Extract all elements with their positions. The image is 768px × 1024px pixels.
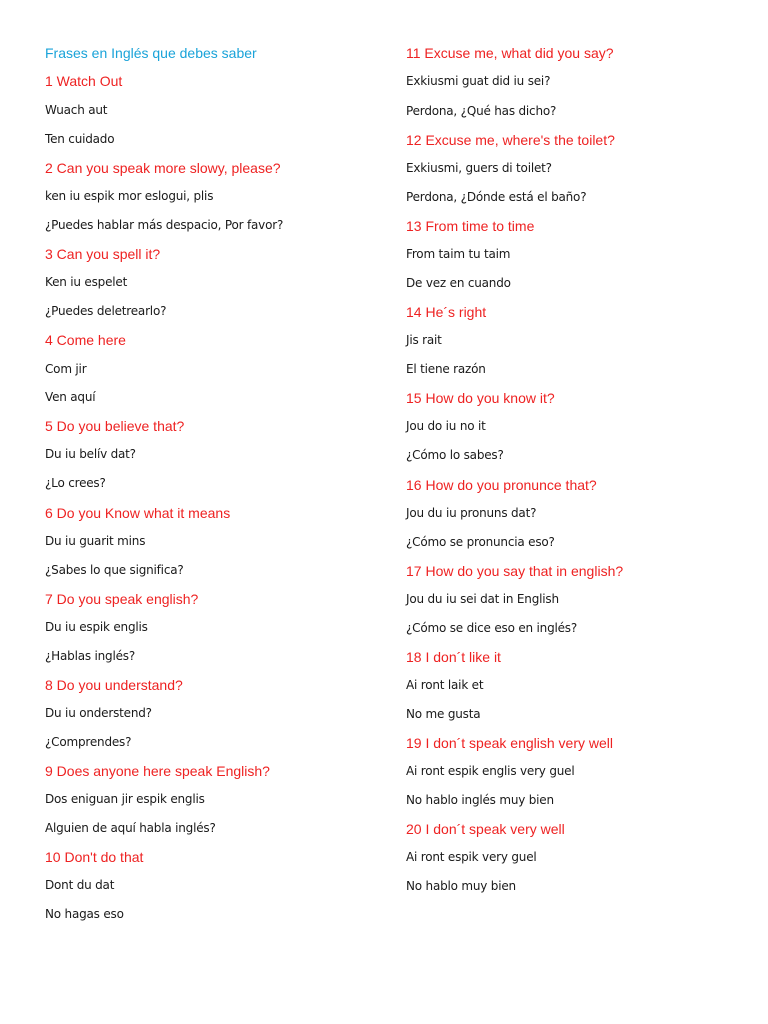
phrase-english: 11 Excuse me, what did you say? bbox=[406, 45, 614, 61]
phrase-pronunciation: Com jir bbox=[45, 362, 87, 376]
phrase-english: 2 Can you speak more slowy, please? bbox=[45, 160, 281, 176]
phrase-english: 1 Watch Out bbox=[45, 73, 123, 89]
phrase-pronunciation: Ai ront espik very guel bbox=[406, 850, 537, 864]
phrase-pronunciation: From taim tu taim bbox=[406, 247, 511, 261]
phrase-pronunciation: Du iu guarit mins bbox=[45, 534, 146, 548]
phrase-translation: No me gusta bbox=[406, 707, 481, 721]
phrase-translation: No hablo inglés muy bien bbox=[406, 793, 554, 807]
phrase-translation: Alguien de aquí habla inglés? bbox=[45, 821, 216, 835]
phrase-english: 7 Do you speak english? bbox=[45, 591, 199, 607]
phrase-pronunciation: Jis rait bbox=[406, 333, 442, 347]
phrase-translation: No hagas eso bbox=[45, 907, 124, 921]
phrase-english: 18 I don´t like it bbox=[406, 649, 501, 665]
phrase-pronunciation: Jou do iu no it bbox=[406, 419, 486, 433]
phrase-translation: De vez en cuando bbox=[406, 276, 511, 290]
phrase-translation: ¿Cómo se pronuncia eso? bbox=[406, 535, 555, 549]
phrase-english: 12 Excuse me, where's the toilet? bbox=[406, 132, 615, 148]
phrase-english: 15 How do you know it? bbox=[406, 390, 555, 406]
phrase-translation: ¿Puedes hablar más despacio, Por favor? bbox=[45, 218, 284, 232]
phrase-translation: ¿Cómo lo sabes? bbox=[406, 448, 504, 462]
phrase-translation: Ven aquí bbox=[45, 390, 96, 404]
phrase-pronunciation: Exkiusmi guat did iu sei? bbox=[406, 74, 551, 88]
phrase-english: 17 How do you say that in english? bbox=[406, 563, 624, 579]
phrase-pronunciation: Ken iu espelet bbox=[45, 275, 128, 289]
document-title: Frases en Inglés que debes saber bbox=[45, 45, 257, 61]
phrase-translation: Perdona, ¿Qué has dicho? bbox=[406, 104, 557, 118]
phrase-pronunciation: Du iu espik englis bbox=[45, 620, 148, 634]
phrase-english: 4 Come here bbox=[45, 332, 126, 348]
phrase-english: 20 I don´t speak very well bbox=[406, 821, 565, 837]
phrase-english: 14 He´s right bbox=[406, 304, 487, 320]
phrase-pronunciation: Jou du iu sei dat in English bbox=[406, 592, 559, 606]
phrase-pronunciation: Jou du iu pronuns dat? bbox=[406, 506, 537, 520]
phrase-pronunciation: Ai ront laik et bbox=[406, 678, 484, 692]
phrase-english: 9 Does anyone here speak English? bbox=[45, 763, 270, 779]
phrase-pronunciation: Exkiusmi, guers di toilet? bbox=[406, 161, 552, 175]
phrase-translation: ¿Sabes lo que significa? bbox=[45, 563, 184, 577]
phrase-translation: ¿Lo crees? bbox=[45, 476, 106, 490]
phrase-pronunciation: Du iu onderstend? bbox=[45, 706, 152, 720]
phrase-english: 16 How do you pronunce that? bbox=[406, 477, 597, 493]
phrase-translation: No hablo muy bien bbox=[406, 879, 516, 893]
phrase-english: 3 Can you spell it? bbox=[45, 246, 161, 262]
phrase-translation: ¿Comprendes? bbox=[45, 735, 132, 749]
phrase-pronunciation: Wuach aut bbox=[45, 103, 108, 117]
phrase-pronunciation: Ai ront espik englis very guel bbox=[406, 764, 575, 778]
phrase-translation: Perdona, ¿Dónde está el baño? bbox=[406, 190, 587, 204]
phrase-english: 13 From time to time bbox=[406, 218, 535, 234]
phrase-translation: ¿Cómo se dice eso en inglés? bbox=[406, 621, 578, 635]
phrase-pronunciation: Du iu belív dat? bbox=[45, 447, 136, 461]
phrase-pronunciation: Dont du dat bbox=[45, 878, 115, 892]
phrase-pronunciation: Dos eniguan jir espik englis bbox=[45, 792, 205, 806]
phrase-english: 19 I don´t speak english very well bbox=[406, 735, 613, 751]
phrase-english: 10 Don't do that bbox=[45, 849, 144, 865]
phrase-translation: El tiene razón bbox=[406, 362, 486, 376]
phrase-english: 6 Do you Know what it means bbox=[45, 505, 231, 521]
phrase-translation: Ten cuidado bbox=[45, 132, 115, 146]
phrase-english: 5 Do you believe that? bbox=[45, 418, 185, 434]
phrase-translation: ¿Puedes deletrearlo? bbox=[45, 304, 167, 318]
phrase-pronunciation: ken iu espik mor eslogui, plis bbox=[45, 189, 214, 203]
phrase-translation: ¿Hablas inglés? bbox=[45, 649, 136, 663]
phrase-english: 8 Do you understand? bbox=[45, 677, 183, 693]
